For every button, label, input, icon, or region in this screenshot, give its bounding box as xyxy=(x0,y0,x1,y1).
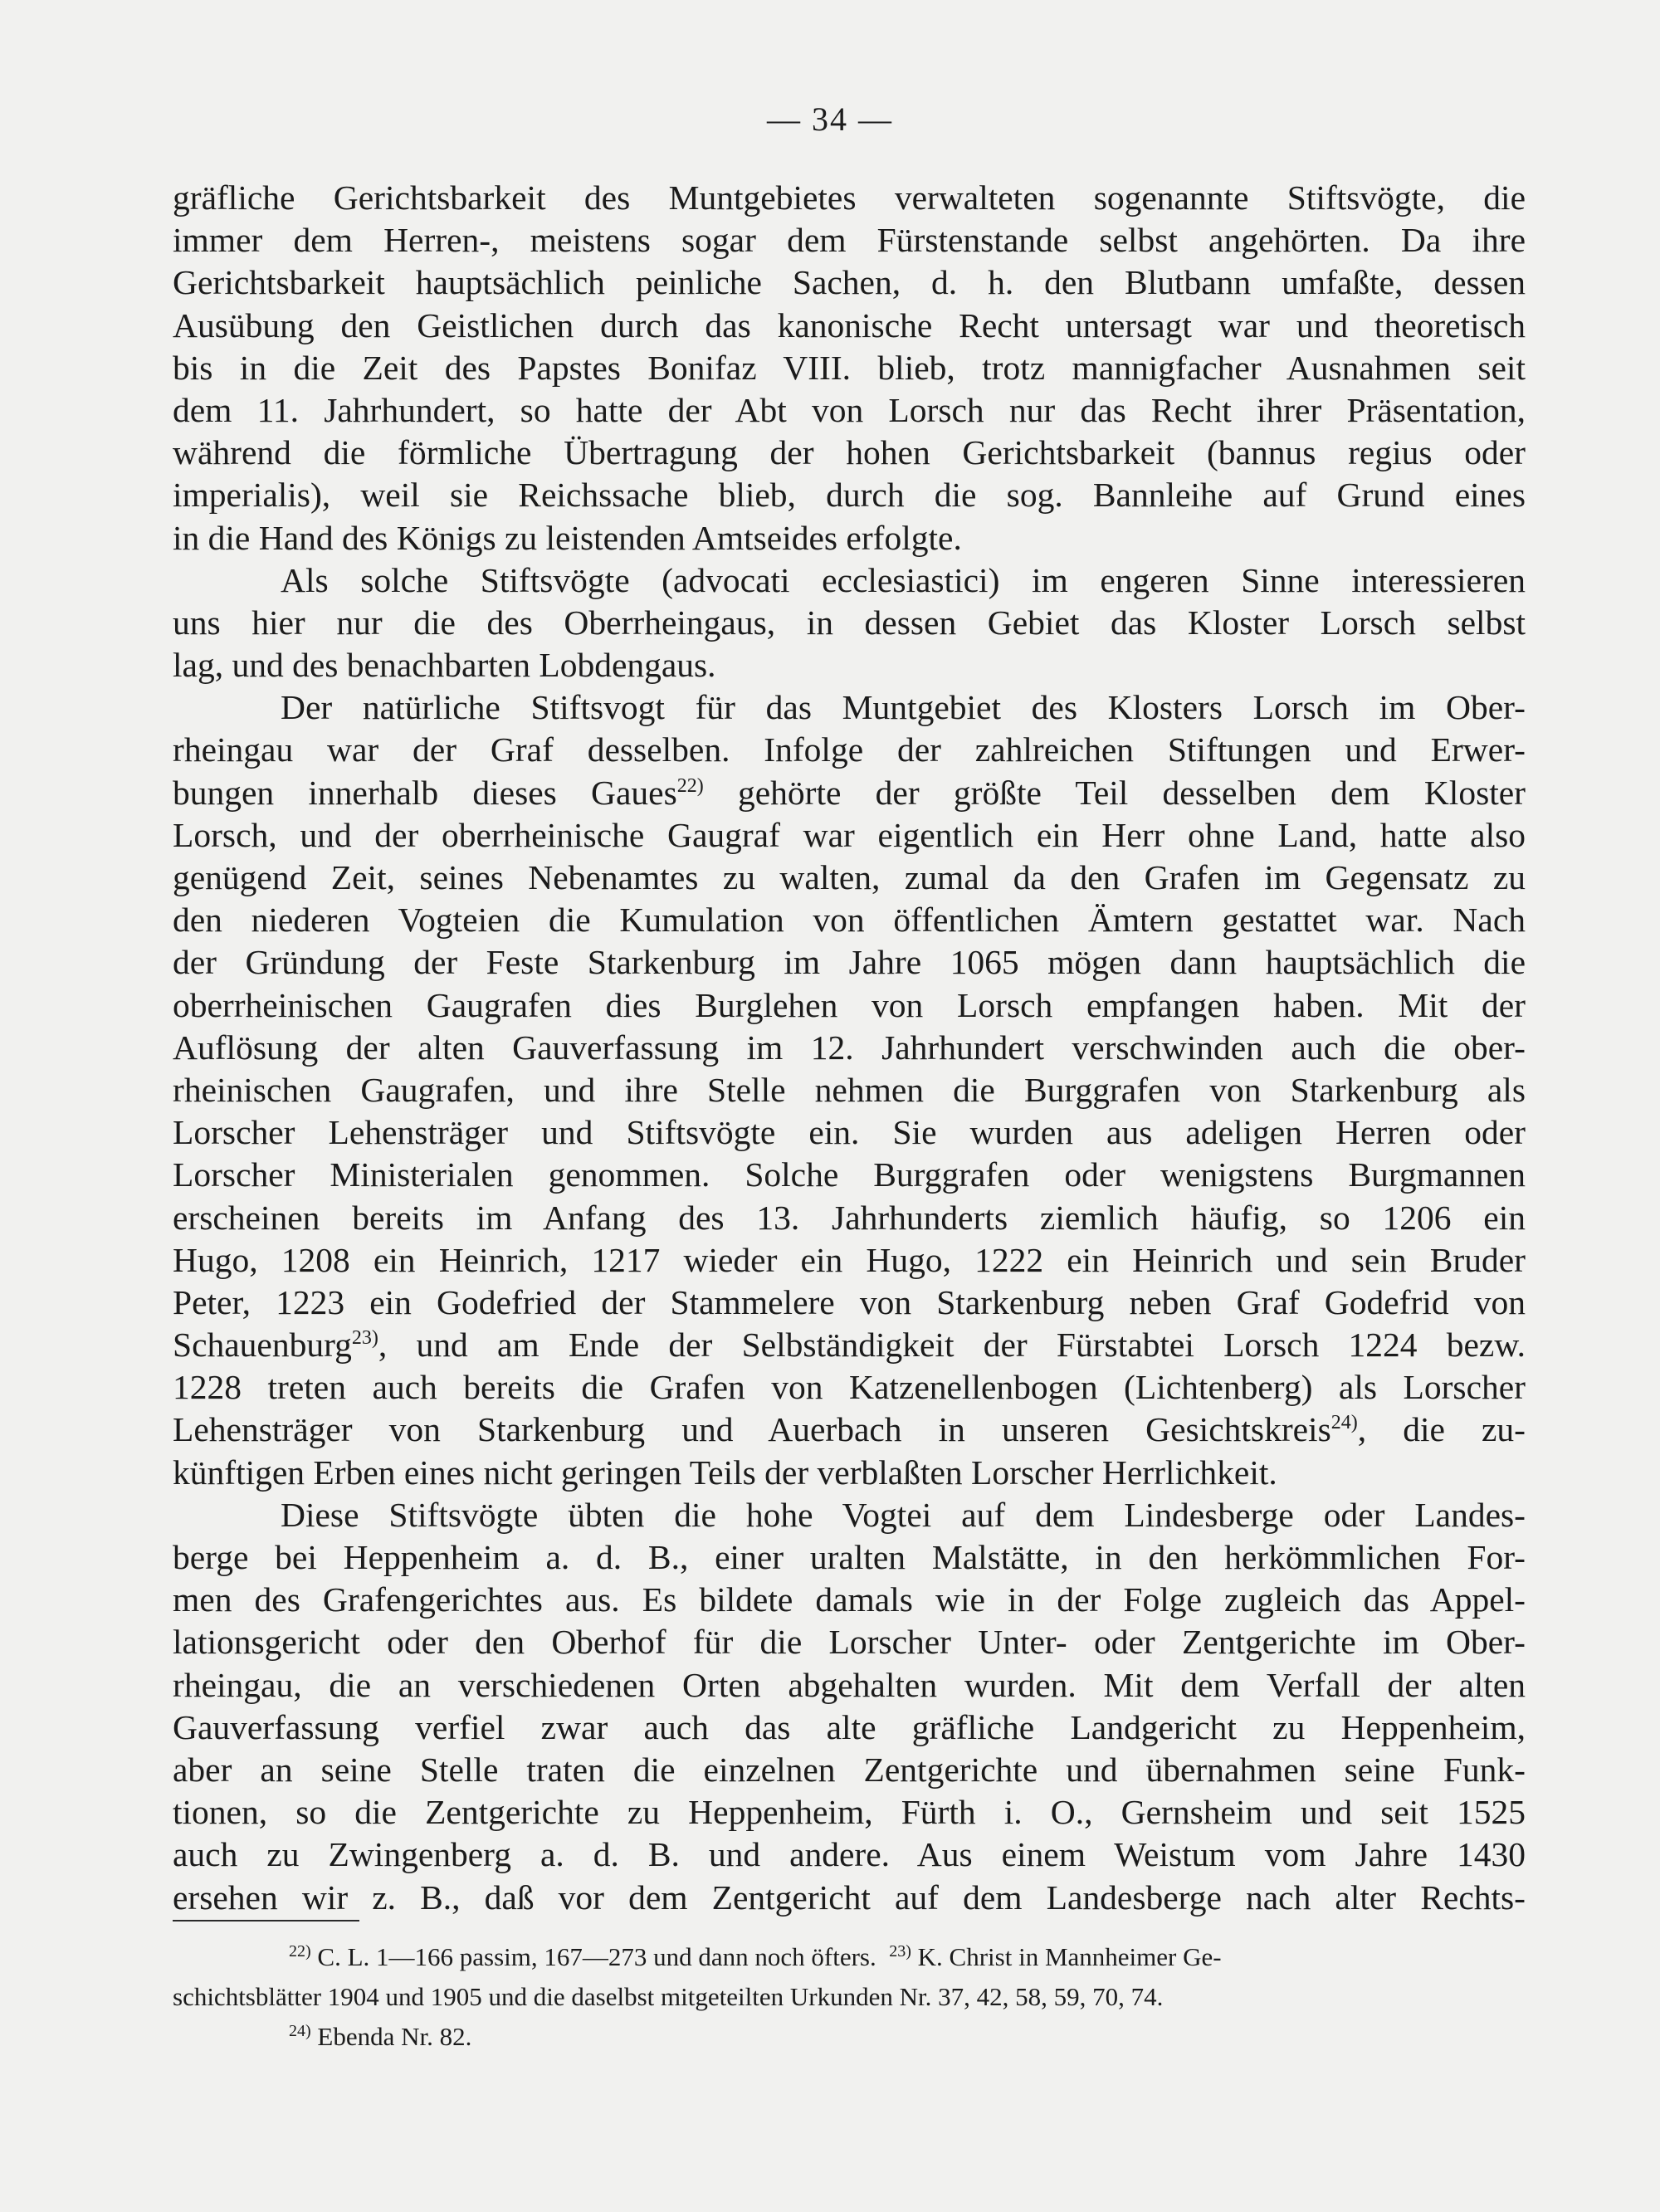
text-line-content: Lorscher Lehensträger und Stiftsvögte ein. Sie wurden aus adeligen Herren oder xyxy=(173,1113,1526,1152)
text-line xyxy=(173,432,1526,474)
text-line xyxy=(173,1707,1526,1749)
text-line-content: aber an seine Stelle traten die einzelnen Zentgerichte und übernahmen seine Funk- xyxy=(173,1750,1526,1789)
text-line-content: immer dem Herren-, meistens sogar dem Fürstenstande selbst angehörten. Da ihre xyxy=(173,221,1526,260)
text-line xyxy=(173,1579,1526,1621)
text-line-content: Der natürliche Stiftsvogt für das Muntgebiet des Klosters Lorsch im Ober- xyxy=(281,688,1526,727)
text-line xyxy=(173,1791,1526,1834)
footnote-line-3 xyxy=(173,2017,1526,2057)
text-line-content: uns hier nur die des Oberrheingaus, in dessen Gebiet das Kloster Lorsch selbst xyxy=(173,603,1526,642)
text-line-content: Ausübung den Geistlichen durch das kanonische Recht untersagt war und theoretisch xyxy=(173,305,1526,344)
text-line xyxy=(173,1536,1526,1579)
text-line-continuation: , die zu- xyxy=(1357,1410,1526,1449)
footnote-22-text: C. L. 1—166 passim, 167—273 und dann noch öfters. xyxy=(310,1942,890,1971)
text-line xyxy=(173,1239,1526,1282)
text-line xyxy=(173,814,1526,857)
footnote-line-2: schichtsblätter 1904 und 1905 und die daselbst mitgeteilten Urkunden Nr. 37, 42, 58, 59, 70, 74. xyxy=(173,1982,1164,2011)
text-line xyxy=(173,1621,1526,1663)
text-line xyxy=(173,261,1526,304)
text-line xyxy=(173,517,1526,559)
text-line-content: auch zu Zwingenberg a. d. B. und andere. Aus einem Weistum vom Jahre 1430 xyxy=(173,1835,1526,1874)
text-line xyxy=(173,644,1526,686)
text-line-content: ersehen wir z. B., daß vor dem Zentgericht auf dem Landesberge nach alter Rechts- xyxy=(173,1878,1526,1917)
text-line-content: Als solche Stiftsvögte (advocati ecclesiastici) im engeren Sinne interessieren xyxy=(281,560,1526,599)
text-line xyxy=(173,1749,1526,1791)
text-line-content: Gerichtsbarkeit hauptsächlich peinliche Sachen, d. h. den Blutbann umfaßte, dessen xyxy=(173,263,1526,302)
text-line-content: dem 11. Jahrhundert, so hatte der Abt von Lorsch nur das Recht ihrer Präsentation, xyxy=(173,390,1526,429)
text-line xyxy=(173,941,1526,984)
text-line-content: erscheinen bereits im Anfang des 13. Jahrhunderts ziemlich häufig, so 1206 ein xyxy=(173,1198,1526,1237)
footnote-23-text: K. Christ in Mannheimer Ge- xyxy=(911,1942,1222,1971)
text-line-continuation: , und am Ende der Selbständigkeit der Fürstabtei Lorsch 1224 bezw. xyxy=(378,1326,1526,1365)
text-line xyxy=(173,1452,1526,1494)
text-line xyxy=(173,857,1526,899)
footnote-22-mark: 22) xyxy=(289,1942,311,1961)
text-line xyxy=(173,729,1526,771)
text-line-content: rheingau war der Graf desselben. Infolge der zahlreichen Stiftungen und Erwer- xyxy=(173,730,1526,769)
text-line-content: in die Hand des Königs zu leistenden Amtseides erfolgte. xyxy=(173,518,962,557)
text-line xyxy=(173,559,1526,602)
text-line xyxy=(173,1154,1526,1196)
text-line-content: rheingau, die an verschiedenen Orten abgehalten wurden. Mit dem Verfall der alten xyxy=(173,1665,1526,1704)
text-line xyxy=(173,474,1526,516)
text-line xyxy=(173,899,1526,941)
text-line xyxy=(173,177,1526,219)
text-line xyxy=(173,1111,1526,1154)
footnote-23-mark: 23) xyxy=(889,1942,911,1961)
text-line xyxy=(173,602,1526,644)
text-line-content: imperialis), weil sie Reichssache blieb, durch die sog. Bannleihe auf Grund eines xyxy=(173,476,1526,515)
text-line xyxy=(173,219,1526,261)
text-line-content: Diese Stiftsvögte übten die hohe Vogtei auf dem Lindesberge oder Landes- xyxy=(281,1495,1526,1534)
text-line-content: Lorscher Ministerialen genommen. Solche Burggrafen oder wenigstens Burgmannen xyxy=(173,1155,1526,1194)
text-line-content: lag, und des benachbarten Lobdengaus. xyxy=(173,646,716,685)
text-line-content: der Gründung der Feste Starkenburg im Jahre 1065 mögen dann hauptsächlich die xyxy=(173,943,1526,982)
text-line-content: men des Grafengerichtes aus. Es bildete damals wie in der Folge zugleich das Appel- xyxy=(173,1580,1526,1619)
footnotes xyxy=(173,1937,1526,2057)
text-line xyxy=(173,1324,1526,1366)
text-line xyxy=(173,1834,1526,1876)
text-line xyxy=(173,1282,1526,1324)
text-line xyxy=(173,686,1526,729)
text-line-content: künftigen Erben eines nicht geringen Teils der verblaßten Lorscher Herrlichkeit. xyxy=(173,1453,1277,1492)
footnote-24-text: Ebenda Nr. 82. xyxy=(310,2022,472,2051)
text-line xyxy=(173,1664,1526,1707)
text-line-content: Lorsch, und der oberrheinische Gaugraf war eigentlich ein Herr ohne Land, hatte also xyxy=(173,815,1526,854)
text-line-content: genügend Zeit, seines Nebenamtes zu walten, zumal da den Grafen im Gegensatz zu xyxy=(173,858,1526,896)
footnote-reference: 24) xyxy=(1330,1412,1358,1434)
text-line-content: während die förmliche Übertragung der hohen Gerichtsbarkeit (bannus regius oder xyxy=(173,433,1526,472)
footnote-divider xyxy=(173,1920,359,1921)
footnote-line-1 xyxy=(173,1937,1526,1977)
footnote-24-mark: 24) xyxy=(289,2022,311,2040)
text-line xyxy=(173,1069,1526,1111)
text-line-content: Schauenburg xyxy=(173,1326,352,1365)
text-line xyxy=(173,1877,1526,1919)
text-line-content: Lehensträger von Starkenburg und Auerbach in unseren Gesichtskreis xyxy=(173,1410,1331,1449)
text-line xyxy=(173,1197,1526,1239)
text-line-content: Peter, 1223 ein Godefried der Stammelere von Starkenburg neben Graf Godefrid von xyxy=(173,1282,1526,1321)
text-line xyxy=(173,347,1526,389)
text-line xyxy=(173,1027,1526,1069)
text-line-content: gräfliche Gerichtsbarkeit des Muntgebietes verwalteten sogenannte Stiftsvögte, die xyxy=(173,178,1526,217)
text-line-content: lationsgericht oder den Oberhof für die Lorscher Unter- oder Zentgerichte im Ober- xyxy=(173,1623,1526,1662)
text-line-content: bungen innerhalb dieses Gaues xyxy=(173,773,677,812)
text-line-continuation: gehörte der größte Teil desselben dem Kloster xyxy=(703,773,1526,812)
text-line-content: Auflösung der alten Gauverfassung im 12. Jahrhundert verschwinden auch die ober- xyxy=(173,1028,1526,1067)
text-line xyxy=(173,389,1526,432)
text-line xyxy=(173,1409,1526,1451)
text-line-content: tionen, so die Zentgerichte zu Heppenheim, Fürth i. O., Gernsheim und seit 1525 xyxy=(173,1793,1526,1832)
text-line xyxy=(173,1366,1526,1409)
text-line xyxy=(173,305,1526,347)
text-line-content: Gauverfassung verfiel zwar auch das alte gräfliche Landgericht zu Heppenheim, xyxy=(173,1707,1526,1746)
text-line-content: berge bei Heppenheim a. d. B., einer uralten Malstätte, in den herkömmlichen For- xyxy=(173,1538,1526,1576)
footnote-reference: 22) xyxy=(676,774,704,797)
text-line-content: den niederen Vogteien die Kumulation von öffentlichen Ämtern gestattet war. Nach xyxy=(173,901,1526,940)
text-line-content: bis in die Zeit des Papstes Bonifaz VIII. blieb, trotz mannigfacher Ausnahmen seit xyxy=(173,348,1526,387)
footnote-reference: 23) xyxy=(351,1327,378,1350)
text-line-content: 1228 treten auch bereits die Grafen von Katzenellenbogen (Lichtenberg) als Lorscher xyxy=(173,1368,1526,1407)
text-line-content: oberrheinischen Gaugrafen dies Burglehen von Lorsch empfangen haben. Mit der xyxy=(173,985,1526,1024)
text-line xyxy=(173,984,1526,1027)
text-line xyxy=(173,772,1526,814)
page-number: — 34 — xyxy=(767,100,893,138)
text-line-content: rheinischen Gaugrafen, und ihre Stelle nehmen die Burggrafen von Starkenburg als xyxy=(173,1070,1526,1109)
text-line xyxy=(173,1494,1526,1536)
body-text xyxy=(173,177,1526,1919)
text-line-content: Hugo, 1208 ein Heinrich, 1217 wieder ein Hugo, 1222 ein Heinrich und sein Bruder xyxy=(173,1240,1526,1279)
